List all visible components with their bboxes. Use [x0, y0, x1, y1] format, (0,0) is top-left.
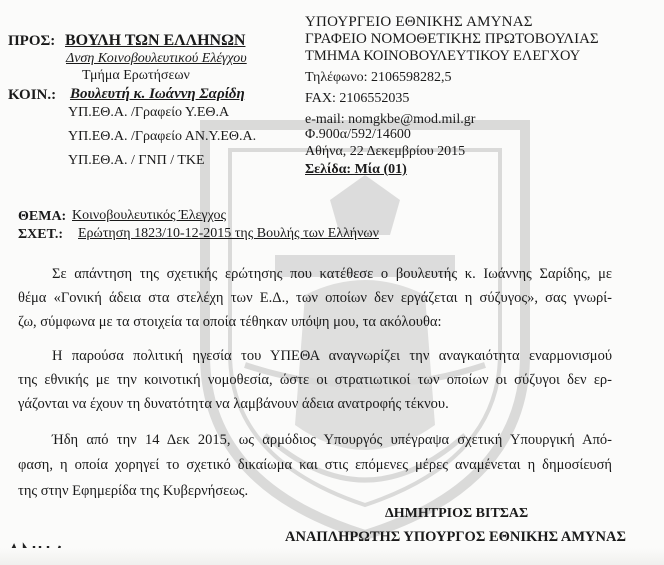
sender-fax: FAX: 2106552035 — [305, 91, 410, 106]
body-line: Η παρούσα πολιτική ηγεσία του ΥΠΕΘΑ αναγνωρίζει την αναγκαιότητα εναρμονισμού — [52, 348, 612, 364]
reference-label: ΣΧΕΤ.: — [18, 227, 64, 242]
signatory-title: ΑΝΑΠΛΗΡΩΤΗΣ ΥΠΟΥΡΓΟΣ ΕΘΝΙΚΗΣ ΑΜΥΝΑΣ — [285, 529, 626, 545]
body-line: της εθνικής με την κοινοτική νομοθεσία, ώστε οι στρατιωτικοί των οποίων οι σύζυγοι δεν ερ- — [18, 372, 612, 388]
sender-phone: Τηλέφωνο: 2106598282,5 — [305, 70, 452, 85]
cc-entry: ΥΠ.ΕΘ.Α. /Γραφείο Υ.ΕΘ.Α — [68, 105, 230, 120]
recipient-department: Δνση Κοινοβουλευτικού Ελέγχου — [66, 51, 247, 66]
sender-unit: ΤΜΗΜΑ ΚΟΙΝΟΒΟΥΛΕΥΤΙΚΟΥ ΕΛΕΓΧΟΥ — [305, 48, 581, 64]
sender-ministry: ΥΠΟΥΡΓΕΙΟ ΕΘΝΙΚΗΣ ΑΜΥΝΑΣ — [305, 14, 533, 30]
sender-email: e-mail: nomgkbe@mod.mil.gr — [305, 112, 476, 127]
reference-text: Ερώτηση 1823/10-12-2015 της Βουλής των Ελλήνων — [78, 226, 379, 241]
recipient-label: ΠΡΟΣ: — [8, 33, 56, 49]
body-line: ζω, σύμφωνα με τα στοιχεία τα οποία τέθηκαν υπόψη μου, τα ακόλουθα: — [18, 314, 442, 330]
cc-label: ΚΟΙΝ.: — [8, 87, 57, 103]
scan-edge — [0, 548, 664, 565]
body-line: γάζονται να έχουν τη δυνατότητα να λαμβάνουν άδεια ανατροφής τέκνου. — [18, 396, 449, 412]
body-line: Σε απάντηση της σχετικής ερώτησης που κατέθεσε ο βουλευτής κ. Ιωάννης Σαρίδης, με — [52, 266, 612, 282]
body-line: Ήδη από την 14 Δεκ 2015, ως αρμόδιος Υπουργός υπέγραψα σχετική Υπουργική Από- — [52, 432, 612, 448]
recipient-section: Τμήμα Ερωτήσεων — [82, 68, 190, 83]
body-line: της στην Εφημερίδα της Κυβερνήσεως. — [18, 483, 249, 499]
body-line: φαση, η οποία χορηγεί το σχετικό δικαίωμα και στις επόμενες μέρες αναμένεται η δημοσίευσή — [18, 457, 612, 473]
sender-place-date: Αθήνα, 22 Δεκεμβρίου 2015 — [305, 144, 466, 159]
signatory-name: ΔΗΜΗΤΡΙΟΣ ΒΙΤΣΑΣ — [385, 506, 529, 521]
page-count: Σελίδα: Μία (01) — [305, 162, 407, 177]
subject-text: Κοινοβουλευτικός Έλεγχος — [72, 208, 227, 223]
subject-label: ΘΕΜΑ: — [18, 209, 67, 224]
body-line: θέμα «Γονική άδεια στα στελέχη των Ε.Δ., των οποίων δεν εργάζεται η σύζυγος», σας γνωρί- — [18, 290, 612, 306]
cc-entry-primary: Βουλευτή κ. Ιωάννη Σαρίδη — [70, 86, 245, 102]
recipient-name: ΒΟΥΛΗ ΤΩΝ ΕΛΛΗΝΩΝ — [65, 32, 246, 49]
sender-office: ΓΡΑΦΕΙΟ ΝΟΜΟΘΕΤΙΚΗΣ ΠΡΩΤΟΒΟΥΛΙΑΣ — [305, 31, 599, 47]
cc-entry: ΥΠ.ΕΘ.Α. / ΓΝΠ / ΤΚΕ — [68, 153, 205, 168]
cc-entry: ΥΠ.ΕΘ.Α. /Γραφείο ΑΝ.Υ.ΕΘ.Α. — [68, 129, 257, 144]
sender-protocol: Φ.900α/592/14600 — [305, 127, 411, 142]
